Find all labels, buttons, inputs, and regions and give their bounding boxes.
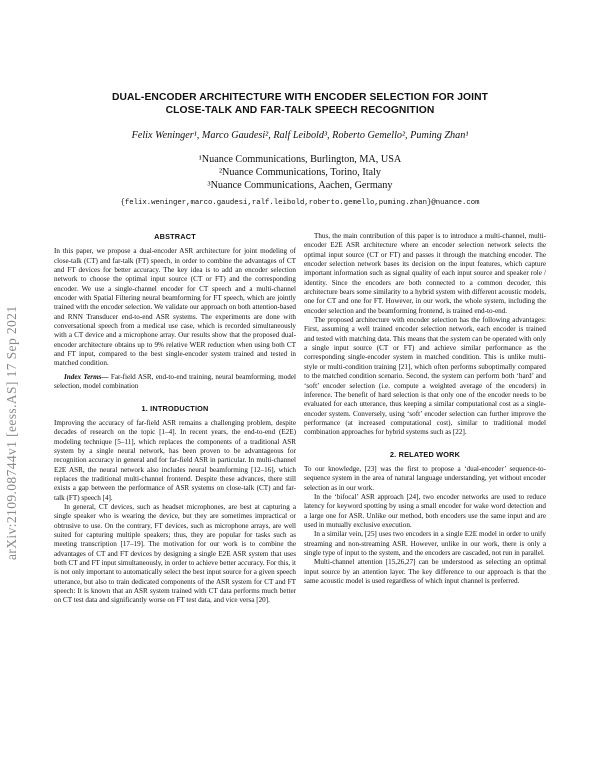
left-column [54, 232, 296, 606]
index-terms [54, 373, 296, 392]
right-column [304, 232, 546, 586]
intro-paragraph-2: In general, CT devices, such as headset microphones, are best at capturing a single speaker who is wearing the device, but they are sometimes impractical or obtrusive to use. On the contrary, FT devices, such as microphone arrays, are well suited for capturing multiple speakers; thus, they are popular for tasks such as meeting transcription [17–19]. The motivation for our work is to combine the advantages of CT and FT devices by designing a single E2E ASR system that uses both CT and FT input simultaneously, in order to achieve better accuracy. For this, it is not only important to automatically select the best input source for a given speech utterance, but also to train dedicated components of the ASR system for CT and FT speech: It is known that an ASR system trained with CT data performs much better on CT test data and significantly worse on FT test data, and vice versa [20]. [54, 502, 296, 605]
abstract-text: In this paper, we propose a dual-encoder ASR architecture for joint modeling of close-talk (CT) and far-talk (FT) speech, in order to combine the advantages of CT and FT devices for better accuracy. The key idea is to add an encoder selection network to choose the optimal input source (CT or FT) and the corresponding encoder. We use a single-channel encoder for CT speech and a multi-channel encoder with Spatial Filtering neural beamforming for FT speech, which are jointly trained with the encoder selection. We validate our approach on both attention-based and RNN Transducer end-to-end ASR systems. The experiments are done with conversational speech from a medical use case, which is recorded simultaneously with a CT device and a microphone array. Our results show that the proposed dual-encoder architecture obtains up to 9% relative WER reduction when using both CT and FT input, compared to the best single-encoder system trained and tested in matched condition. [54, 247, 296, 368]
related-paragraph-4: Multi-channel attention [15,26,27] can be understood as selecting an optimal input source by an attention layer. The key difference to our approach is that the same acoustic model is used regardless of which input channel is preferred. [304, 558, 546, 586]
arxiv-stamp: arXiv:2109.08744v1 [eess.AS] 17 Sep 2021 [4, 305, 19, 560]
title-line-2: CLOSE-TALK AND FAR-TALK SPEECH RECOGNITION [165, 105, 435, 116]
affiliations [60, 153, 540, 192]
intro-paragraph-4: The proposed architecture with encoder selection has the following advantages: First, assuming a well trained encoder selection network, each encoder is trained and tested with matching data. This means that the system can be operated with only a single input source (CT or FT) and achieve similar performance as the corresponding single-encoder system in matched condition. This is unlike multi-style or multi-condition training [21], which often performs suboptimally compared to the matched condition scenario. Second, the system can perform both ‘hard’ and ‘soft’ encoder selection (i.e. compute a weighted average of the encoders) in inference. The benefit of hard selection is that only one of the encoder needs to be evaluated for each utterance, thus keeping a similar computational cost as a single-encoder system. Conversely, using ‘soft’ encoder selection can further improve the performance (at increased computational cost), similar to traditional model combination approaches for hybrid systems such as [22]. [304, 316, 546, 437]
affiliation-1: ¹Nuance Communications, Burlington, MA, USA [198, 154, 402, 165]
related-work-heading: 2. RELATED WORK [389, 449, 461, 459]
abstract-heading: ABSTRACT [154, 232, 196, 241]
affiliation-3: ³Nuance Communications, Aachen, Germany [207, 180, 393, 191]
author-list: Felix Weninger¹, Marco Gaudesi², Ralf Leibold³, Roberto Gemello², Puming Zhan¹ [131, 130, 469, 141]
related-paragraph-3: In a similar vein, [25] uses two encoders in a single E2E model in order to unify streaming and non-streaming ASR. However, unlike in our work, there is only a single type of input to the system, and the encoders are cascaded, not run in parallel. [304, 530, 546, 557]
intro-paragraph-1: Improving the accuracy of far-field ASR remains a challenging problem, despite decades of research on the topic [1–4]. In recent years, the end-to-end (E2E) modeling technique [5–11], which replaces the components of a traditional ASR system by a single neural network, has been proven to be advantageous for recognition accuracy in general and for far-field ASR in particular. In multi-channel E2E ASR, the neural network also includes neural beamforming [12–16], which replaces the traditional multi-channel frontend. Despite these advances, there still exists a gap between the performance of ASR systems on close-talk (CT) and far-talk (FT) speech [4]. [54, 418, 296, 502]
affiliation-2: ²Nuance Communications, Torino, Italy [218, 167, 381, 178]
title-line-1: DUAL-ENCODER ARCHITECTURE WITH ENCODER SELECTION FOR JOINT [111, 92, 489, 103]
paper-title [60, 91, 540, 117]
related-paragraph-1: To our knowledge, [23] was the first to propose a ‘dual-encoder’ sequence-to-sequence system in the area of natural language understanding, yet without encoder selection as in our work. [304, 464, 546, 492]
index-terms-label: Index Terms— [64, 372, 109, 381]
introduction-heading: 1. INTRODUCTION [141, 403, 209, 413]
author-emails: {felix.weninger,marco.gaudesi,ralf.leibold,roberto.gemello,puming.zhan}@nuance.com [120, 199, 480, 207]
intro-paragraph-3: Thus, the main contribution of this paper is to introduce a multi-channel, multi-encoder E2E ASR architecture where an encoder selection network selects the optimal input source (CT or FT) and passes it through the matching encoder. The encoder selection network bases its decision on the input features, which capture important information such as signal quality of each input source and speaker role / identity. Since the encoders are both connected to a common decoder, this architecture bears some similarity to a hybrid system with different acoustic models, one for CT and one for FT. However, in our work, the whole system, including the encoder selection and the beamforming frontend, is trained end-to-end. [304, 232, 546, 315]
related-paragraph-2: In the ‘bifocal’ ASR approach [24], two encoder networks are used to reduce latency for keyword spotting by using a small encoder for wake word detection and a large one for ASR. Unlike our method, both encoders use the same input and are used in mutually exclusive execution. [304, 492, 546, 529]
index-terms-text: Far-field ASR, end-to-end training, neural beamforming, model selection, model combination [54, 372, 296, 391]
